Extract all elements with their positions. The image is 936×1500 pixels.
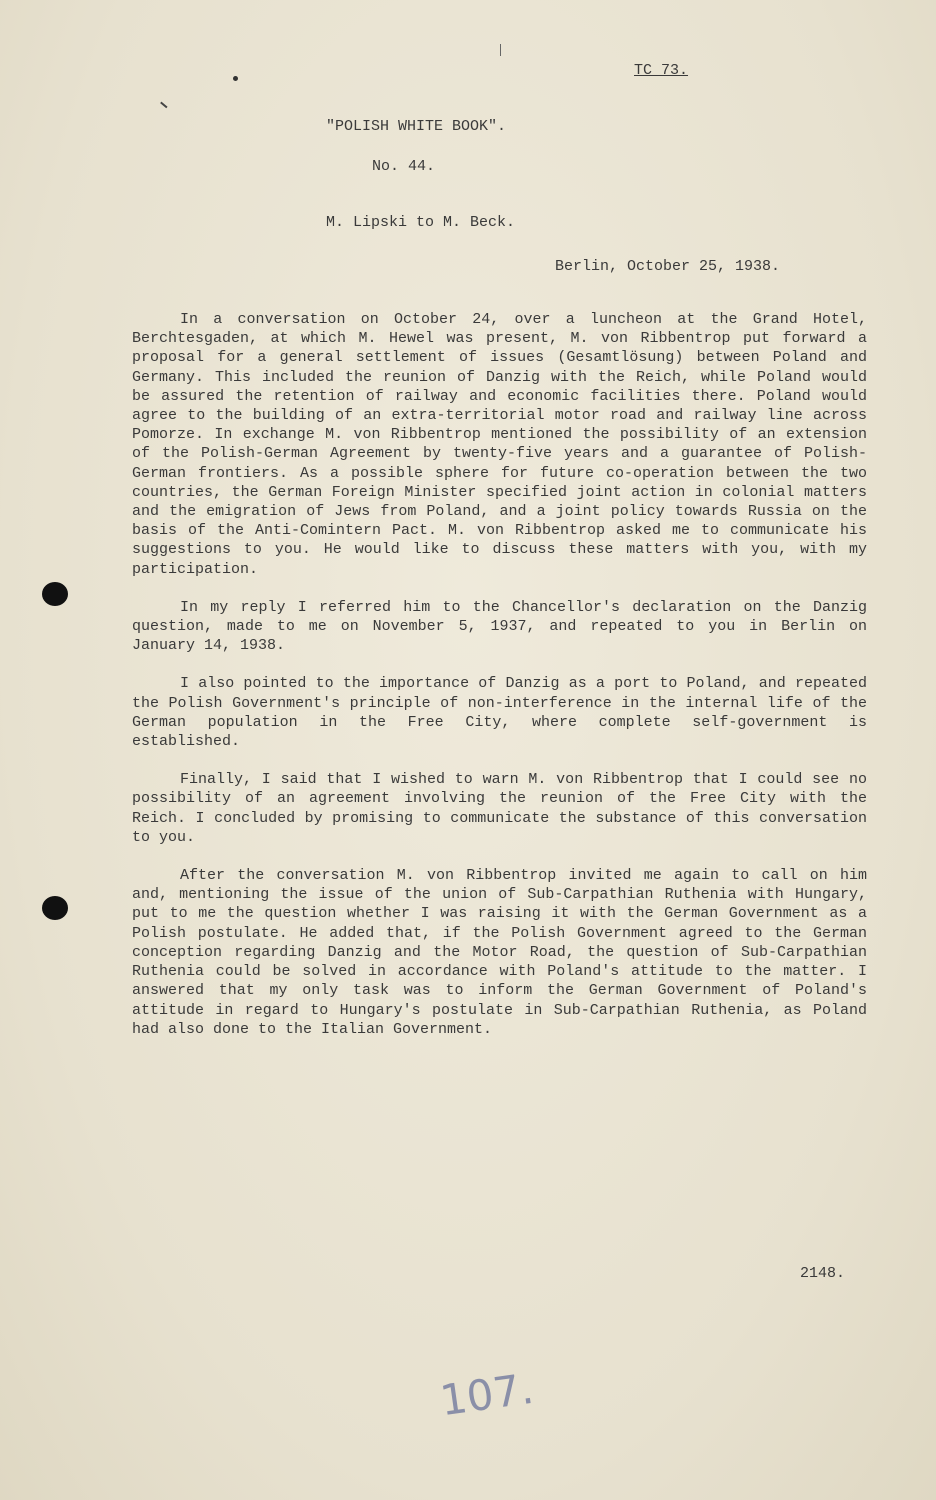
handwritten-folio-number: 107.: [437, 1363, 537, 1426]
ink-dot: [233, 76, 238, 81]
letter-body: [132, 310, 867, 1058]
ink-mark: [160, 102, 167, 108]
paragraph-3: I also pointed to the importance of Danzig as a port to Poland, and repeated the Polish Government's principle of non-interference in the internal life of the German population in the Free City, where complete self-government is established.: [132, 675, 867, 751]
document-number: No. 44.: [372, 158, 436, 175]
punch-hole: [42, 896, 68, 920]
paragraph-4: Finally, I said that I wished to warn M. von Ribbentrop that I could see no possibility of an agreement involving the reunion of the Free City with the Reich. I concluded by promising to communicate the substance of this conversation to you.: [132, 771, 867, 846]
document-title: "POLISH WHITE BOOK".: [326, 118, 507, 135]
page-number: 2148.: [800, 1265, 846, 1282]
punch-hole: [42, 582, 68, 606]
dateline: Berlin, October 25, 1938.: [555, 258, 781, 275]
paragraph-5: After the conversation M. von Ribbentrop invited me again to call on him and, mentioning the issue of the union of Sub-Carpathian Ruthenia with Hungary, put to me the question whether I was raising it with the German Government as a Polish postulate. He added that, if the Polish Government agreed to the German conception regarding Danzig and the Motor Road, the question of Sub-Carpathian Ruthenia could be solved in accordance with Poland's attitude to the matter. I answered that my only task was to inform the German Government of Poland's attitude in regard to Hungary's postulate in Sub-Carpathian Ruthenia, as Poland had also done to the Italian Government.: [132, 867, 867, 1038]
paragraph-1: In a conversation on October 24, over a luncheon at the Grand Hotel, Berchtesgaden, at which M. Hewel was present, M. von Ribbentrop put forward a proposal for a general settlement of issues (Gesamtlösung) between Poland and Germany. This included the reunion of Danzig with the Reich, while Poland would be assured the retention of railway and economic facilities there. Poland would agree to the building of an extra-territorial motor road and railway line across Pomorze. In exchange M. von Ribbentrop mentioned the possibility of an extension of the Polish-German Agreement by twenty-five years and a guarantee of Polish-German frontiers. As a possible sphere for future co-operation between the two countries, the German Foreign Minister specified joint action in colonial matters and the emigration of Jews from Poland, and a joint policy towards Russia on the basis of the Anti-Comintern Pact. M. von Ribbentrop asked me to communicate his suggestions to you. He would like to discuss these matters with you, with my participation.: [132, 311, 867, 578]
paragraph-2: In my reply I referred him to the Chancellor's declaration on the Danzig question, made to me on November 5, 1937, and repeated to you in Berlin on January 14, 1938.: [132, 598, 867, 655]
document-reference: TC 73.: [634, 62, 689, 79]
letter-heading: M. Lipski to M. Beck.: [326, 214, 516, 231]
margin-mark: [500, 44, 501, 56]
